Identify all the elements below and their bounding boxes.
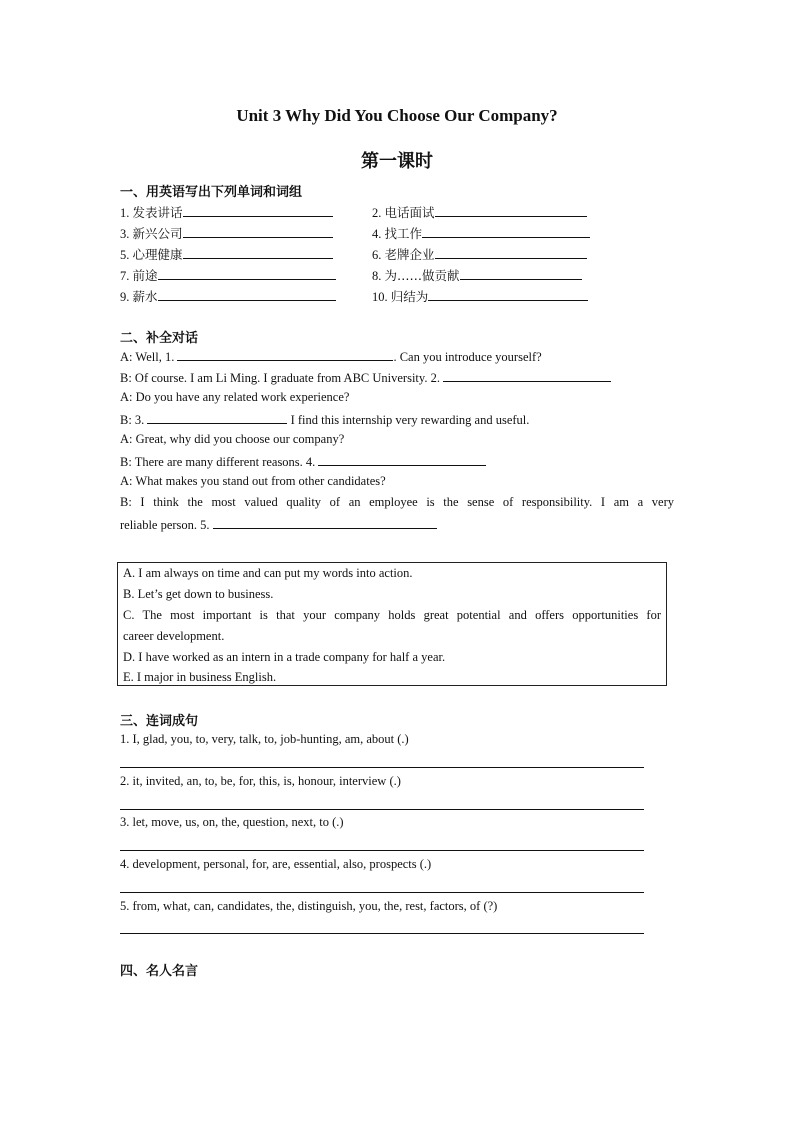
vocab-num: 2.: [372, 206, 382, 220]
sentence-item-1: 1. I, glad, you, to, very, talk, to, job-hunting, am, about (.): [120, 732, 409, 746]
answer-line-5[interactable]: [120, 933, 644, 934]
vocab-item-3: [120, 224, 333, 242]
option-a: A. I am always on time and can put my words into action.: [123, 566, 413, 580]
answer-blank[interactable]: [158, 267, 336, 280]
option-e: E. I major in business English.: [123, 670, 277, 684]
sentence-item-3: 3. let, move, us, on, the, question, next, to (.): [120, 815, 344, 829]
option-c: C. The most important is that your company holds great potential and offers opportunities for: [123, 608, 661, 622]
dialogue-text: B: 3.: [120, 413, 148, 427]
dialogue-text: reliable person. 5.: [120, 518, 213, 532]
answer-blank[interactable]: [183, 204, 333, 217]
vocab-num: 4.: [372, 227, 382, 241]
answer-blank[interactable]: [460, 267, 582, 280]
answer-line-2[interactable]: [120, 809, 644, 810]
vocab-item-8: [372, 266, 582, 284]
dialogue-line-4: [120, 411, 529, 428]
option-b: B. Let’s get down to business.: [123, 587, 274, 601]
dialogue-text: A: Do you have any related work experience?: [120, 390, 350, 404]
section1-heading: 一、用英语写出下列单词和词组: [120, 185, 303, 200]
answer-blank[interactable]: [147, 411, 287, 424]
answer-line-4[interactable]: [120, 892, 644, 893]
dialogue-text: A: Great, why did you choose our company?: [120, 432, 345, 446]
vocab-term: 老牌企业: [384, 247, 435, 262]
answer-blank[interactable]: [177, 348, 393, 361]
dialogue-text: B: Of course. I am Li Ming. I graduate from ABC University. 2.: [120, 371, 444, 385]
vocab-num: 9.: [120, 290, 130, 304]
dialogue-text: B: There are many different reasons. 4.: [120, 455, 319, 469]
vocab-term: 找工作: [384, 226, 423, 241]
dialogue-line-3: [120, 390, 349, 405]
vocab-item-6: [372, 245, 587, 263]
vocab-item-9: [120, 287, 336, 305]
dialogue-line-9: [120, 516, 437, 533]
vocab-item-10: [372, 287, 588, 305]
sentence-item-5: 5. from, what, can, candidates, the, distinguish, you, the, rest, factors, of (?): [120, 899, 498, 913]
vocab-num: 5.: [120, 248, 130, 262]
vocab-item-5: [120, 245, 333, 263]
dialogue-line-8: B: I think the most valued quality of an employee is the sense of responsibility. I am a very: [120, 495, 674, 509]
answer-blank[interactable]: [213, 516, 437, 529]
vocab-term: 薪水: [132, 289, 158, 304]
sentence-item-4: 4. development, personal, for, are, essential, also, prospects (.): [120, 857, 432, 871]
vocab-num: 6.: [372, 248, 382, 262]
vocab-num: 3.: [120, 227, 130, 241]
vocab-item-1: [120, 203, 333, 221]
vocab-term: 为……做贡献: [384, 268, 460, 283]
section2-heading: 二、补全对话: [120, 331, 199, 346]
section3-heading: 三、连词成句: [120, 714, 199, 729]
dialogue-line-7: [120, 474, 386, 489]
answer-blank[interactable]: [158, 288, 336, 301]
vocab-item-7: [120, 266, 336, 284]
dialogue-text: A: Well, 1.: [120, 350, 178, 364]
section4-heading: 四、名人名言: [120, 964, 199, 979]
answer-blank[interactable]: [435, 204, 587, 217]
answer-blank[interactable]: [318, 453, 486, 466]
dialogue-text: . Can you introduce yourself?: [393, 350, 542, 364]
lesson-subtitle: 第一课时: [361, 151, 433, 172]
dialogue-line-1: [120, 348, 542, 365]
vocab-term: 新兴公司: [132, 226, 183, 241]
dialogue-line-2: [120, 369, 611, 386]
dialogue-line-5: [120, 432, 344, 447]
answer-blank[interactable]: [183, 246, 333, 259]
option-d: D. I have worked as an intern in a trade company for half a year.: [123, 650, 446, 664]
answer-line-3[interactable]: [120, 850, 644, 851]
answer-line-1[interactable]: [120, 767, 644, 768]
answer-blank[interactable]: [435, 246, 587, 259]
vocab-term: 归结为: [390, 289, 429, 304]
dialogue-line-6: [120, 453, 486, 470]
vocab-num: 7.: [120, 269, 130, 283]
vocab-num: 10.: [372, 290, 388, 304]
answer-blank[interactable]: [428, 288, 588, 301]
dialogue-text: A: What makes you stand out from other candidates?: [120, 474, 386, 488]
answer-blank[interactable]: [183, 225, 333, 238]
vocab-term: 电话面试: [384, 205, 435, 220]
option-c-continued: career development.: [123, 629, 225, 643]
answer-blank[interactable]: [422, 225, 590, 238]
vocab-item-4: [372, 224, 590, 242]
vocab-term: 前途: [132, 268, 158, 283]
vocab-term: 发表讲话: [132, 205, 183, 220]
dialogue-text: I find this internship very rewarding and useful.: [287, 413, 530, 427]
answer-blank[interactable]: [443, 369, 611, 382]
vocab-term: 心理健康: [132, 247, 183, 262]
page-title: Unit 3 Why Did You Choose Our Company?: [236, 106, 558, 125]
options-box: [117, 562, 667, 686]
vocab-item-2: [372, 203, 587, 221]
vocab-num: 8.: [372, 269, 382, 283]
sentence-item-2: 2. it, invited, an, to, be, for, this, is, honour, interview (.): [120, 774, 401, 788]
vocab-num: 1.: [120, 206, 130, 220]
